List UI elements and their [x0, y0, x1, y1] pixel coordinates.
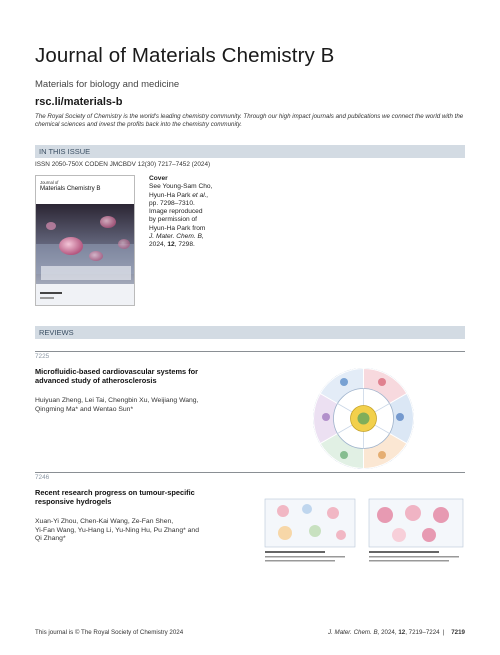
journal-subtitle: Materials for biology and medicine — [35, 79, 180, 90]
footer-volume: 12 — [398, 629, 406, 636]
divider — [35, 472, 465, 473]
article-title[interactable]: Recent research progress on tumour-specific responsive hydrogels — [35, 488, 195, 507]
article-graphical-abstract-panel[interactable] — [263, 497, 465, 567]
reviews-bar — [35, 326, 465, 339]
cover-journal-big: Materials Chemistry B — [40, 185, 101, 192]
cover-line-2: Hyun-Ha Park et al., — [149, 191, 209, 199]
article-authors: Xuan-Yi Zhou, Chen-Kai Wang, Ze-Fan Shen, Yi-Fan Wang, Yu-Hang Li, Yu-Ning Hu, Pu Zhang* and Qi Zhang* — [35, 518, 199, 543]
journal-url[interactable]: rsc.li/materials-b — [35, 96, 123, 108]
in-this-issue-label: IN THIS ISSUE — [39, 147, 91, 156]
rsc-blurb: The Royal Society of Chemistry is the world's leading chemistry community. Through our high impact journals and publications we connect the world with the chemical sciences and invest the profits back into the chemistry community. — [35, 113, 464, 129]
cover-line-7: J. Mater. Chem. B, — [149, 233, 204, 241]
article-page-number: 7225 — [35, 353, 50, 360]
footer-copyright: This journal is © The Royal Society of Chemistry 2024 — [35, 629, 184, 636]
cover-heading: Cover — [149, 175, 168, 182]
reviews-label: REVIEWS — [39, 328, 74, 337]
article-title[interactable]: Microfluidic-based cardiovascular systems for advanced study of atherosclerosis — [35, 367, 199, 386]
cover-line-4: Image reproduced — [149, 208, 203, 216]
page-number: 7219 — [451, 629, 465, 636]
cover-line-5: by permission of — [149, 216, 198, 224]
divider — [35, 351, 465, 352]
footer-journal: J. Mater. Chem. B, — [328, 629, 380, 636]
journal-title: Journal of Materials Chemistry B — [35, 44, 335, 67]
issn-line: ISSN 2050-750X CODEN JMCBDV 12(30) 7217–7452 (2024) — [35, 161, 211, 168]
cover-journal-small: Journal of — [40, 180, 59, 185]
in-this-issue-bar — [35, 145, 465, 158]
cover-image[interactable] — [35, 175, 135, 306]
footer-citation: J. Mater. Chem. B, 2024, 12, 7219–7224 | 7219 — [328, 629, 465, 636]
article-graphical-abstract-wheel[interactable] — [312, 367, 415, 470]
cover-line-3: pp. 7298–7310. — [149, 199, 195, 207]
cover-artwork — [36, 204, 135, 306]
cover-line-8: 2024, 12, 7298. — [149, 241, 195, 249]
article-page-number: 7246 — [35, 474, 50, 481]
cover-line-1: See Young-Sam Cho, — [149, 183, 213, 191]
cover-masthead — [36, 176, 135, 204]
article-authors: Huiyuan Zheng, Lei Tai, Chengbin Xu, Weijiang Wang, Qingming Ma* and Wentao Sun* — [35, 397, 199, 413]
cover-line-6: Hyun-Ha Park from — [149, 224, 206, 232]
cover-caption — [149, 175, 259, 250]
